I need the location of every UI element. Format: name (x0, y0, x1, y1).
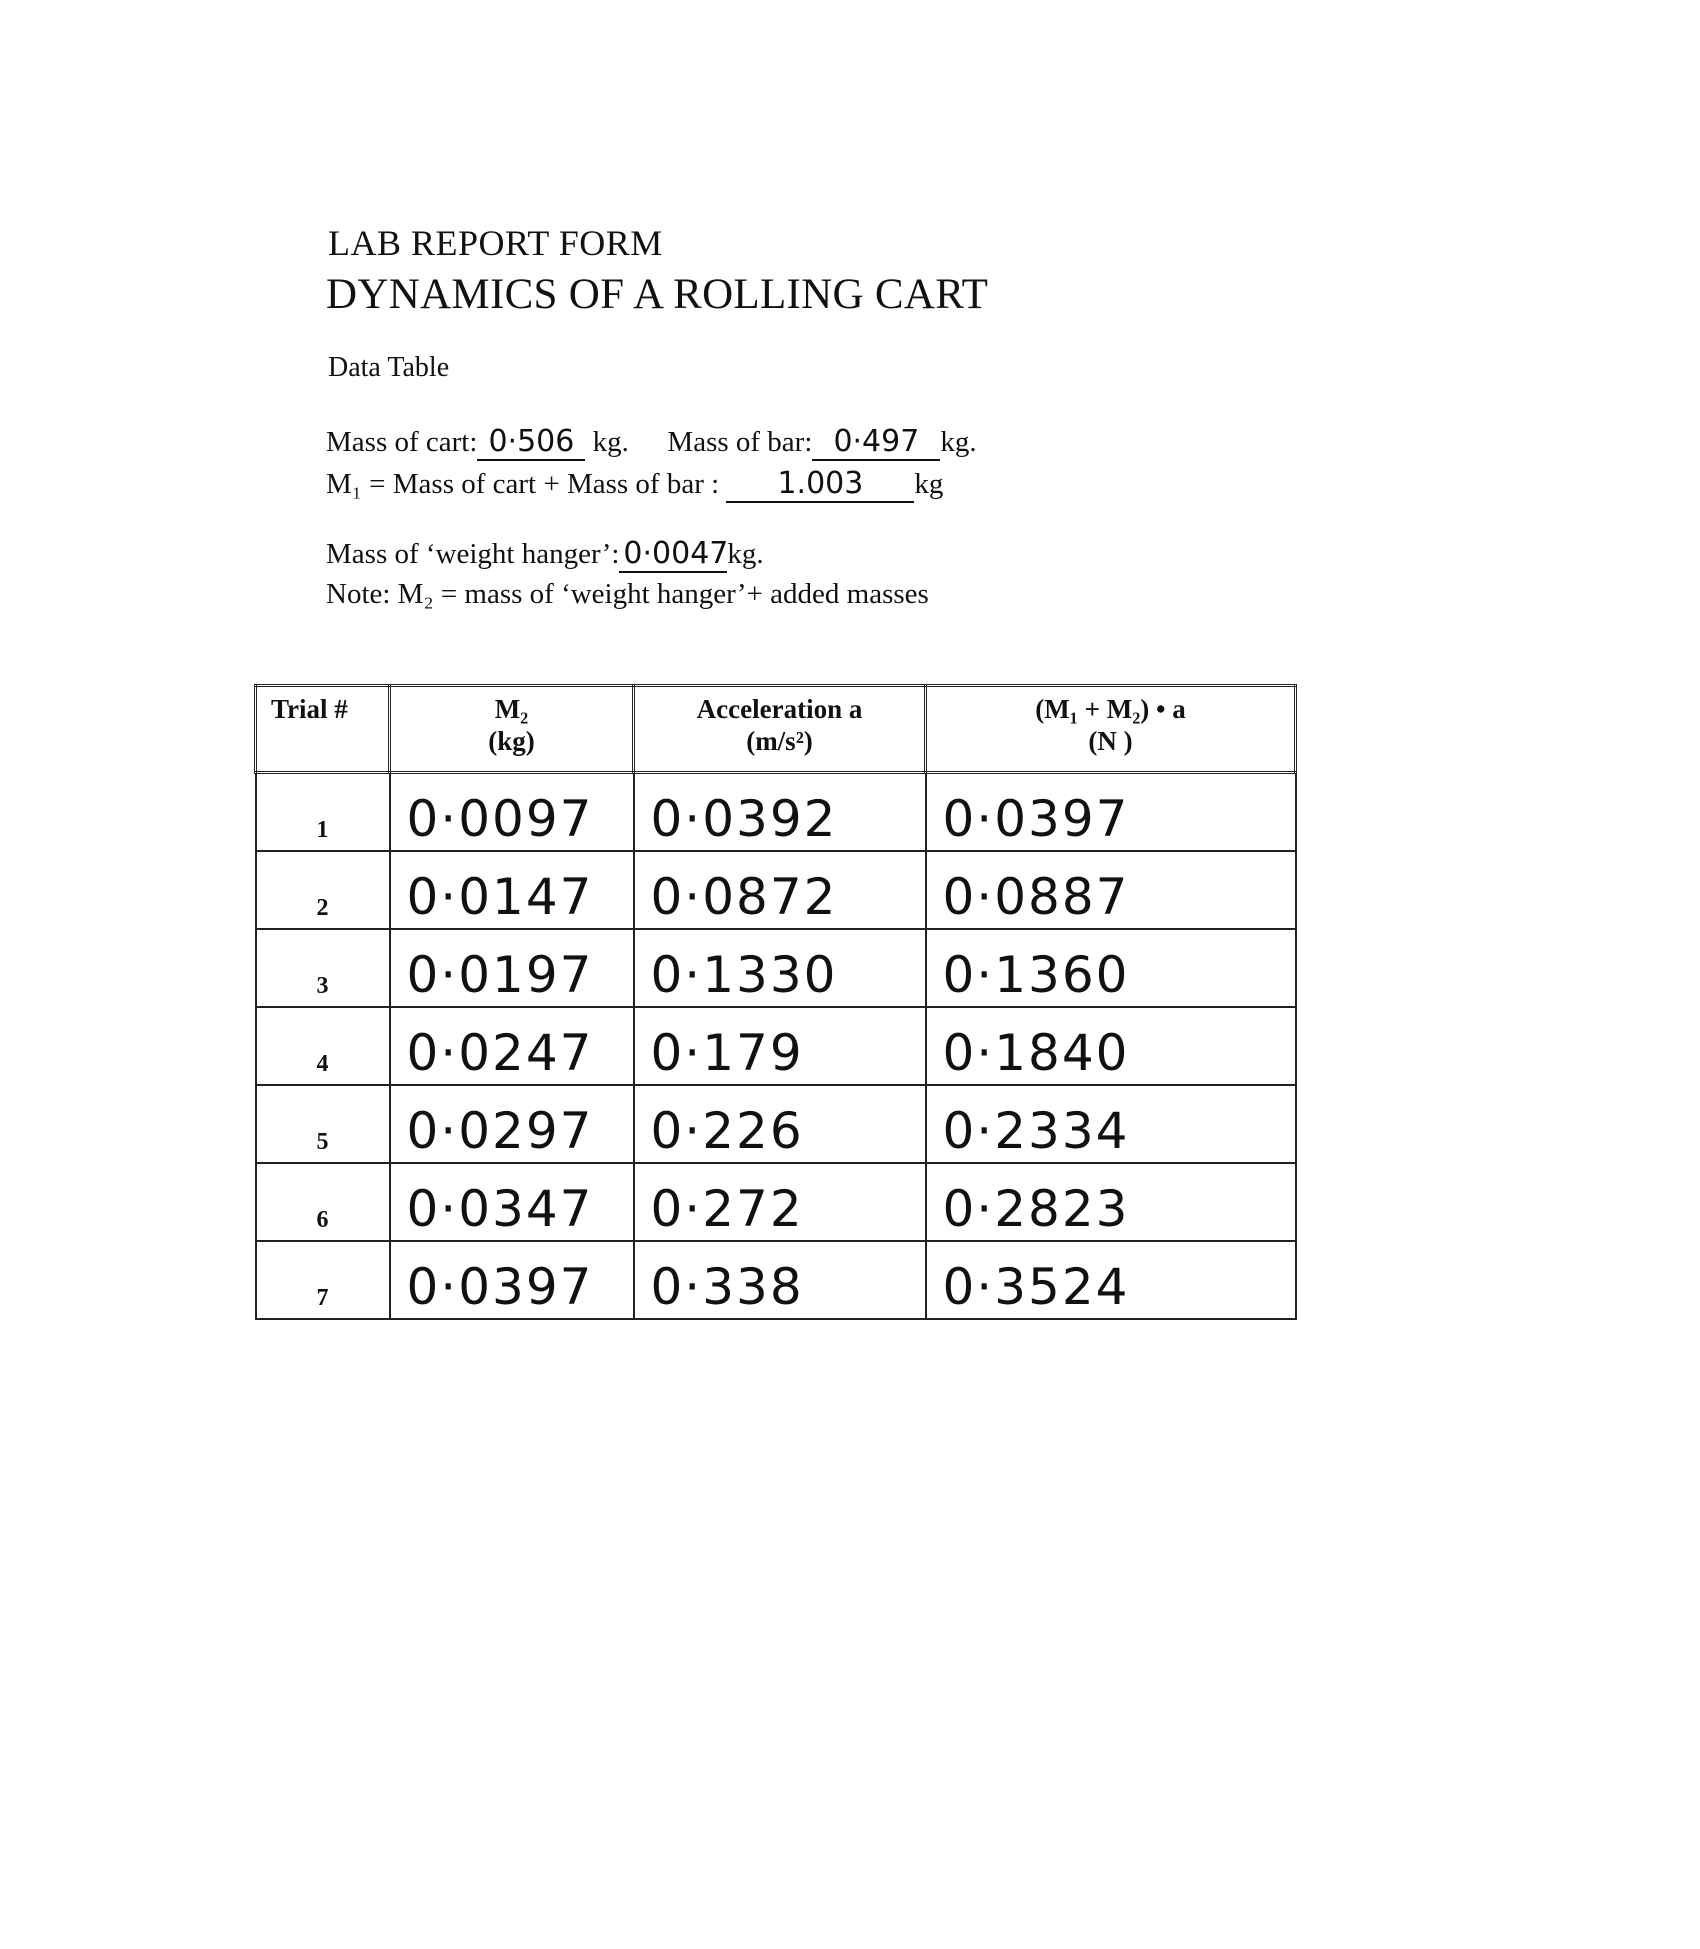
header-m2-top: M₂ (494, 694, 529, 724)
m1-unit: kg (914, 468, 944, 500)
header-m2-unit: (kg) (488, 726, 535, 757)
trial-number: 5 (256, 1085, 390, 1163)
header-accel-unit: (m/s²) (746, 726, 813, 757)
header-force-top: (M₁ + M₂) • a (1035, 694, 1186, 724)
m2-cell[interactable]: 0·0247 (390, 1007, 634, 1085)
trial-number: 6 (256, 1163, 390, 1241)
force-cell[interactable]: 0·1360 (926, 929, 1296, 1007)
table-row (256, 1007, 1296, 1085)
note: Note: M₂ = mass of ‘weight hanger’+ added masses (326, 578, 929, 610)
mass-row (326, 426, 977, 461)
m2-cell[interactable]: 0·0347 (390, 1163, 634, 1241)
section-heading: Data Table (328, 352, 450, 383)
m1-label: M₁ = Mass of cart + Mass of bar : (326, 468, 720, 500)
trial-number: 1 (256, 773, 390, 852)
mass-bar-unit: kg. (940, 426, 977, 458)
table-row (256, 851, 1296, 929)
force-cell[interactable]: 0·0887 (926, 851, 1296, 929)
data-table-wrap (254, 684, 1294, 1320)
header-accel-top: Acceleration a (696, 694, 863, 724)
page-title: DYNAMICS OF A ROLLING CART (326, 271, 989, 318)
acceleration-cell[interactable]: 0·272 (634, 1163, 926, 1241)
hanger-label: Mass of ‘weight hanger’: (326, 538, 620, 570)
form-label: LAB REPORT FORM (328, 223, 663, 263)
acceleration-cell[interactable]: 0·0392 (634, 773, 926, 852)
m2-cell[interactable]: 0·0097 (390, 773, 634, 852)
header-trial: Trial # (256, 686, 390, 773)
acceleration-cell[interactable]: 0·1330 (634, 929, 926, 1007)
mass-cart-unit: kg. (592, 426, 629, 458)
trial-number: 4 (256, 1007, 390, 1085)
m1-field[interactable]: 1.003 (726, 469, 914, 503)
m2-cell[interactable]: 0·0197 (390, 929, 634, 1007)
trial-number: 7 (256, 1241, 390, 1319)
table-header-row (256, 686, 1296, 773)
m2-cell[interactable]: 0·0147 (390, 851, 634, 929)
table-row (256, 1241, 1296, 1319)
mass-cart-label: Mass of cart: (326, 426, 478, 458)
force-cell[interactable]: 0·2823 (926, 1163, 1296, 1241)
force-cell[interactable]: 0·2334 (926, 1085, 1296, 1163)
table-row (256, 1085, 1296, 1163)
trial-number: 3 (256, 929, 390, 1007)
mass-bar-label: Mass of bar: (667, 426, 813, 458)
acceleration-cell[interactable]: 0·226 (634, 1085, 926, 1163)
hanger-row (326, 538, 764, 573)
mass-bar-field[interactable]: 0·497 (812, 427, 940, 461)
m2-cell[interactable]: 0·0397 (390, 1241, 634, 1319)
force-cell[interactable]: 0·0397 (926, 773, 1296, 852)
trial-number: 2 (256, 851, 390, 929)
hanger-field[interactable]: 0·0047 (619, 539, 727, 573)
acceleration-cell[interactable]: 0·338 (634, 1241, 926, 1319)
acceleration-cell[interactable]: 0·0872 (634, 851, 926, 929)
acceleration-cell[interactable]: 0·179 (634, 1007, 926, 1085)
header-force-unit: (N ) (1088, 726, 1133, 757)
m1-row (326, 468, 943, 503)
force-cell[interactable]: 0·1840 (926, 1007, 1296, 1085)
header-force (926, 686, 1296, 773)
hanger-unit: kg. (727, 538, 764, 570)
mass-cart-field[interactable]: 0·506 (477, 427, 585, 461)
data-table (254, 684, 1297, 1320)
table-row (256, 929, 1296, 1007)
m2-cell[interactable]: 0·0297 (390, 1085, 634, 1163)
table-row (256, 773, 1296, 852)
header-acceleration (634, 686, 926, 773)
force-cell[interactable]: 0·3524 (926, 1241, 1296, 1319)
header-m2 (390, 686, 634, 773)
table-row (256, 1163, 1296, 1241)
